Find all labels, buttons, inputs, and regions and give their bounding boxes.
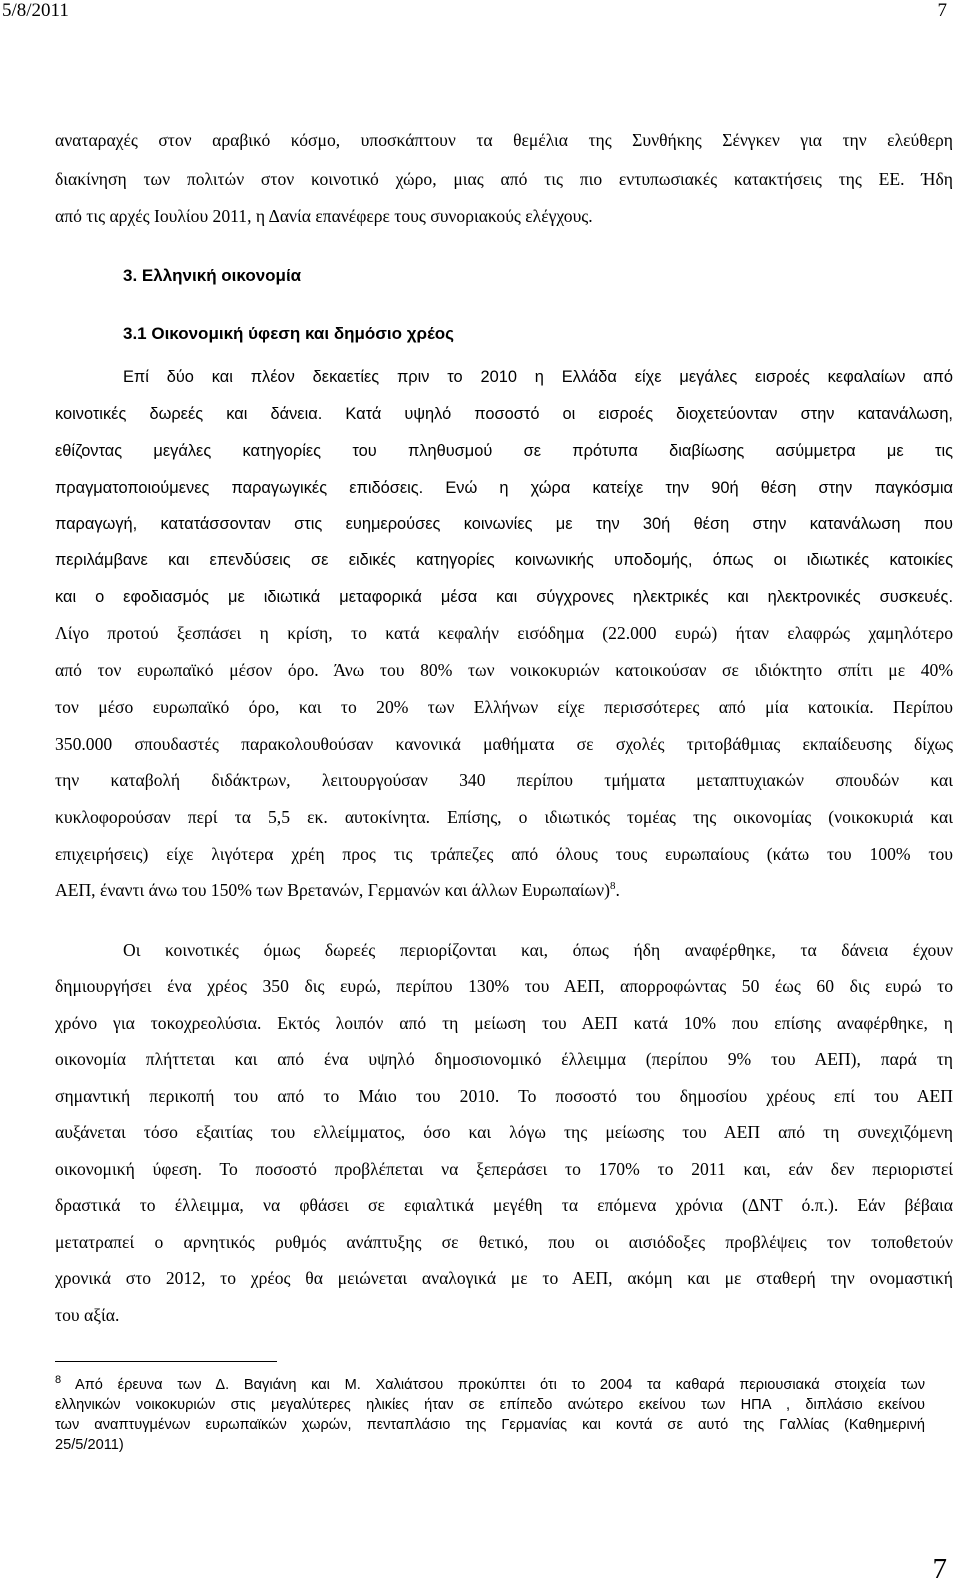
- footer-page-number: 7: [932, 1553, 947, 1585]
- header-date: 5/8/2011: [2, 0, 69, 21]
- header-page-number: 7: [937, 0, 947, 21]
- para1-line: περιλάμβανε και επενδύσεις σε ειδικές κατηγορίες κοινωνικής υποδομής, όπως οι ιδιωτικές κατοικίες: [55, 551, 953, 569]
- intro-line: από τις αρχές Ιουλίου 2011, η Δανία επανέφερε τους συνοριακούς ελέγχους.: [55, 206, 593, 226]
- para1-line: και ο εφοδιασμός με ιδιωτικά μεταφορικά μέσα και σύγχρονες ηλεκτρικές και ηλεκτρονικές συσκευές.: [55, 588, 953, 606]
- para1-line: Επί δύο και πλέον δεκαετίες πριν το 2010 η Ελλάδα είχε μεγάλες εισροές κεφαλαίων από: [123, 368, 953, 386]
- para1-line: Λίγο προτού ξεσπάσει η κρίση, το κατά κεφαλήν εισόδημα (22.000 ευρώ) ήταν ελαφρώς χαμηλότερο: [55, 623, 953, 643]
- para1-line: κυκλοφορούσαν περί τα 5,5 εκ. αυτοκίνητα. Επίσης, ο ιδιωτικός τομέας της οικονομίας (νοικοκυριά και: [55, 807, 953, 827]
- para1-last-line: [55, 880, 953, 901]
- para2-line: σημαντική περικοπή του από το Μάιο του 2010. Το ποσοστό του δημοσίου χρέους επί του ΑΕΠ: [55, 1086, 953, 1106]
- para2-line: μετατραπεί ο αρνητικός ρυθμός ανάπτυξης σε θετικό, που οι αισιόδοξες προβλέψεις τον τοποθετούν: [55, 1232, 953, 1252]
- para1-line: πραγματοποιούμενες παραγωγικές επιδόσεις. Ενώ η χώρα κατείχε την 90ή θέση στην παγκόσμια: [55, 479, 953, 497]
- intro-line: αναταραχές στον αραβικό κόσμο, υποσκάπτουν τα θεμέλια της Συνθήκης Σένγκεν για την ελεύθερη: [55, 130, 953, 150]
- para2-line: χρόνο για τοκοχρεολύσια. Εκτός λοιπόν από τη μείωση του ΑΕΠ κατά 10% που επίσης αναφέρθηκε, η: [55, 1013, 953, 1033]
- para1-line: την καταβολή διδάκτρων, λειτουργούσαν 340 περίπου τμήματα μεταπτυχιακών σπουδών και: [55, 770, 953, 790]
- para2-line: του αξία.: [55, 1305, 120, 1325]
- footnote-line: των αναπτυγμένων ευρωπαϊκών χωρών, πενταπλάσιο της Γερμανίας και κοντά σε αυτό της Γαλλίας (Καθημερινή: [55, 1417, 925, 1433]
- para1-line-text: ΑΕΠ, έναντι άνω του 150% των Βρετανών, Γερμανών και άλλων Ευρωπαίων): [55, 880, 610, 900]
- para1-line: παραγωγή, κατατάσσονταν στις ευημερούσες κοινωνίες με την 30ή θέση στην κατανάλωση που: [55, 515, 953, 533]
- para1-end: .: [615, 880, 620, 900]
- para2-line: δημιουργήσει ένα χρέος 350 δις ευρώ, περίπου 130% του ΑΕΠ, απορροφώντας 50 έως 60 δις ευρώ το: [55, 976, 953, 996]
- para2-line: αυξάνεται τόσο εξαιτίας του ελλείμματος, όσο και λόγω της μείωσης του ΑΕΠ από τη συνεχιζόμενη: [55, 1122, 953, 1142]
- para1-line: από τον ευρωπαϊκό μέσον όρο. Άνω του 80% των νοικοκυριών κατοικούσαν σε ιδιόκτητο σπίτι με 40%: [55, 660, 953, 680]
- para1-line: επιχειρήσεις) είχε λιγότερα χρέη προς τις τράπεζες από όλους τους ευρωπαίους (κάτω του 100% του: [55, 844, 953, 864]
- subsection-heading: 3.1 Οικονομική ύφεση και δημόσιο χρέος: [123, 324, 454, 343]
- footnote-ref[interactable]: 8: [609, 880, 616, 893]
- footnote-line: [55, 1376, 925, 1394]
- para2-line: Οι κοινοτικές όμως δωρεές περιορίζονται και, όπως ήδη αναφέρθηκε, τα δάνεια έχουν: [123, 940, 953, 960]
- section-heading: 3. Ελληνική οικονομία: [123, 266, 302, 285]
- footnote-number: 8: [55, 1374, 62, 1387]
- para1-line: 350.000 σπουδαστές παρακολουθούσαν κανονικά μαθήματα σε σχολές τριτοβάθμιας εκπαίδευσης δίχως: [55, 734, 953, 754]
- footnote-separator: [55, 1361, 277, 1362]
- para1-line: κοινοτικές δωρεές και δάνεια. Κατά υψηλό ποσοστό οι εισροές διοχετεύονταν στην κατανάλωση,: [55, 405, 953, 423]
- para1-line: εθίζοντας μεγάλες κατηγορίες του πληθυσμού σε πρότυπα διαβίωσης ασύμμετρα με τις: [55, 442, 953, 460]
- footnote-line: 25/5/2011): [55, 1437, 124, 1453]
- para2-line: δραστικά το έλλειμμα, να φθάσει σε εφιαλτικά μεγέθη τα επόμενα χρόνια (ΔΝΤ ό.π.). Εάν βέβαια: [55, 1195, 953, 1215]
- para2-line: οικονομική ύφεση. Το ποσοστό προβλέπεται να ξεπεράσει το 170% το 2011 και, εάν δεν περιοριστεί: [55, 1159, 953, 1179]
- footnote-text: Από έρευνα των Δ. Βαγιάνη και Μ. Χαλιάτσου προκύπτει ότι το 2004 τα καθαρά περιουσιακά στοιχεία των: [75, 1377, 926, 1393]
- para2-line: οικονομία πλήττεται και από ένα υψηλό δημοσιονομικό έλλειμμα (περίπου 9% του ΑΕΠ), παρά τη: [55, 1049, 953, 1069]
- intro-line: διακίνηση των πολιτών στον κοινοτικό χώρο, μιας από τις πιο εντυπωσιακές κατακτήσεις της ΕΕ. Ήδη: [55, 169, 953, 189]
- para2-line: χρονικά στο 2012, το χρέος θα μειώνεται αναλογικά με το ΑΕΠ, ακόμη και με σταθερή την ονομαστική: [55, 1268, 953, 1288]
- para1-line: τον μέσο ευρωπαϊκό όρο, και το 20% των Ελλήνων είχε περισσότερες από μία κατοικία. Περίπου: [55, 697, 953, 717]
- footnote-line: ελληνικών νοικοκυριών στις μεγαλύτερες ηλικίες ήταν σε επίπεδο ανώτερο εκείνου των ΗΠΑ , διπλάσιο εκείνου: [55, 1397, 925, 1413]
